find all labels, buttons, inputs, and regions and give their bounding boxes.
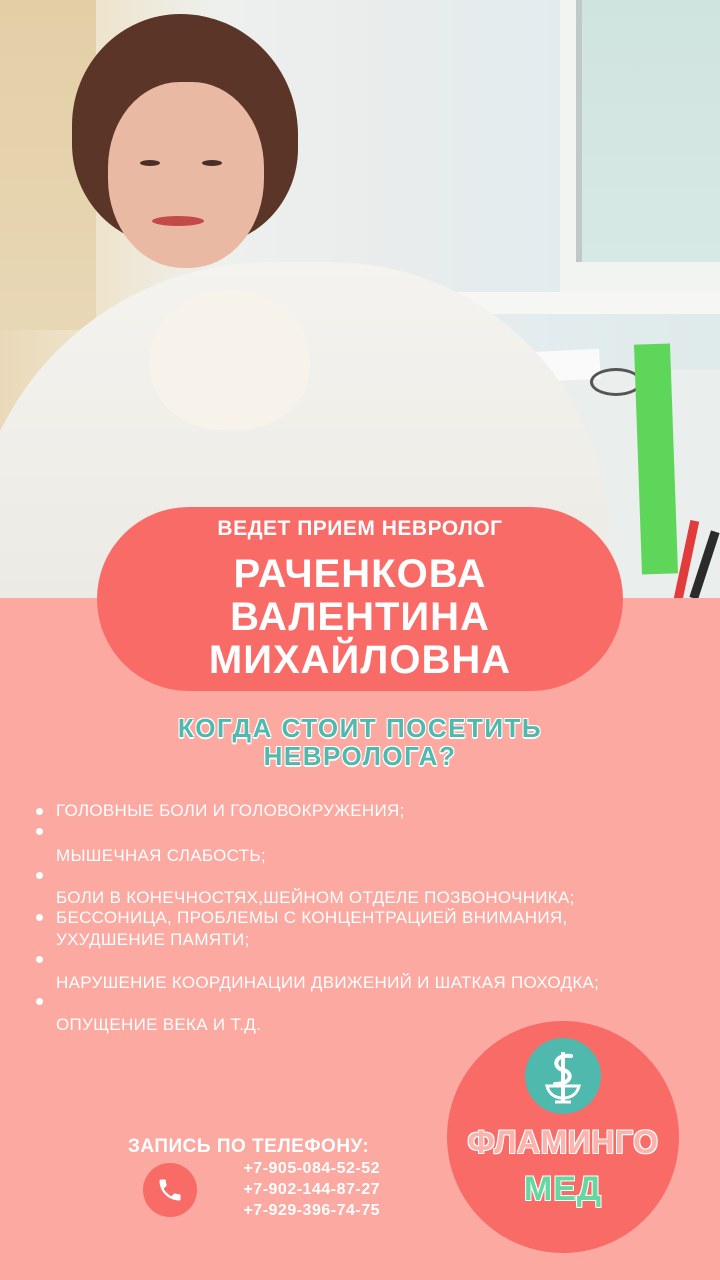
list-item: БОЛИ В КОНЕЧНОСТЯХ,ШЕЙНОМ ОТДЕЛЕ ПОЗВОНОЧНИКА; bbox=[56, 888, 575, 907]
bullet-icon bbox=[36, 956, 43, 963]
question-heading bbox=[100, 714, 620, 770]
phone-number[interactable]: +7-929-396-74-75 bbox=[243, 1202, 380, 1219]
bullet-icon bbox=[36, 998, 43, 1005]
photo-person-eye bbox=[140, 160, 160, 166]
list-item: БЕССОНИЦА, ПРОБЛЕМЫ С КОНЦЕНТРАЦИЕЙ ВНИМАНИЯ, bbox=[56, 908, 568, 927]
list-item: НАРУШЕНИЕ КООРДИНАЦИИ ДВИЖЕНИЙ И ШАТКАЯ ПОХОДКА; bbox=[56, 973, 600, 992]
logo-text-line-1: ФЛАМИНГО bbox=[467, 1124, 659, 1160]
photo-person-face bbox=[108, 82, 264, 268]
logo-emblem bbox=[525, 1038, 601, 1114]
contacts-title: ЗАПИСЬ ПО ТЕЛЕФОНУ: bbox=[128, 1136, 370, 1157]
photo-person-lips bbox=[152, 216, 204, 226]
bullet-icon bbox=[36, 808, 43, 815]
phone-number[interactable]: +7-905-084-52-52 bbox=[243, 1160, 380, 1177]
phone-icon bbox=[156, 1176, 184, 1204]
list-item: ОПУЩЕНИЕ ВЕКА И Т.Д. bbox=[56, 1015, 262, 1034]
doctor-first-name: ВАЛЕНТИНА bbox=[230, 595, 490, 639]
bullet-icon bbox=[36, 914, 43, 921]
bullet-icon bbox=[36, 872, 43, 879]
phone-number[interactable]: +7-902-144-87-27 bbox=[243, 1181, 380, 1198]
phone-button[interactable] bbox=[143, 1163, 197, 1217]
list-item: МЫШЕЧНАЯ СЛАБОСТЬ; bbox=[56, 846, 266, 865]
banner-subtitle: ВЕДЕТ ПРИЕМ НЕВРОЛОГ bbox=[217, 517, 503, 540]
photo-person-scarf bbox=[150, 290, 310, 430]
doctor-full-name bbox=[97, 553, 623, 682]
doctor-name-banner bbox=[97, 507, 623, 691]
question-line-1: КОГДА СТОИТ ПОСЕТИТЬ bbox=[177, 713, 543, 743]
doctor-surname: РАЧЕНКОВА bbox=[233, 552, 487, 596]
list-item: ГОЛОВНЫЕ БОЛИ И ГОЛОВОКРУЖЕНИЯ; bbox=[56, 801, 405, 820]
logo-text-line-2: МЕД bbox=[523, 1170, 603, 1208]
photo-person-eye bbox=[202, 160, 222, 166]
pharmacy-snake-bowl-icon bbox=[525, 1038, 601, 1114]
doctor-patronymic: МИХАЙЛОВНА bbox=[208, 638, 512, 682]
bullet-icon bbox=[36, 828, 43, 835]
list-item-continuation: УХУДШЕНИЕ ПАМЯТИ; bbox=[56, 930, 250, 949]
question-line-2: НЕВРОЛОГА? bbox=[263, 741, 457, 771]
photo-window-glass bbox=[576, 0, 720, 262]
